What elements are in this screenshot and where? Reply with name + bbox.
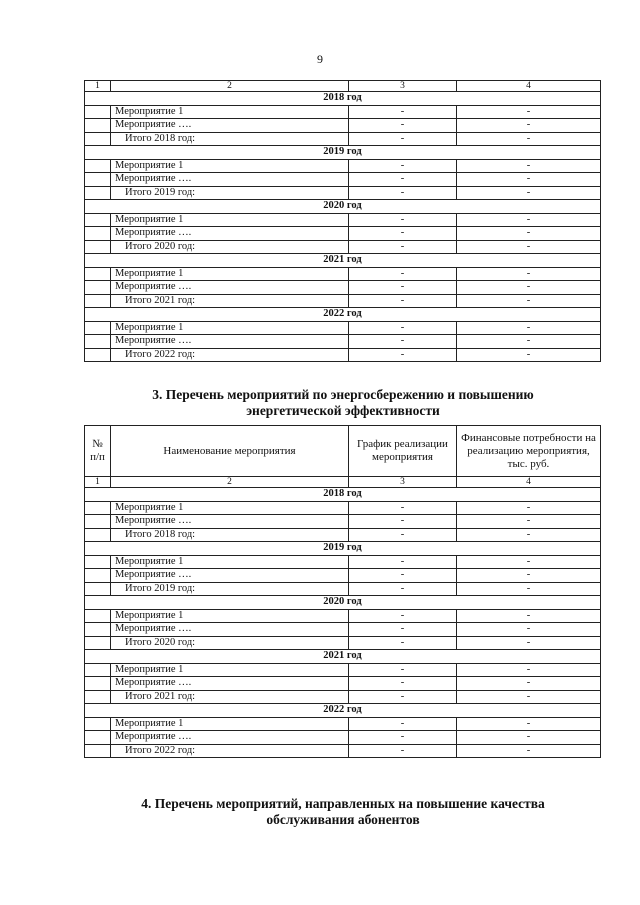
row-number [85, 173, 111, 187]
year-label: 2021 год [85, 650, 601, 664]
activity-name: Мероприятие …. [111, 227, 349, 241]
column-number: 4 [457, 81, 601, 92]
activity-name: Мероприятие …. [111, 335, 349, 349]
finance-value: - [457, 555, 601, 569]
section-4-title [60, 796, 626, 828]
schedule-value: - [349, 582, 457, 596]
section-title-line: 4. Перечень мероприятий, направленных на повышение качества [141, 796, 545, 811]
activity-name: Итого 2018 год: [111, 528, 349, 542]
activity-name: Итого 2022 год: [111, 348, 349, 362]
activity-name: Итого 2019 год: [111, 582, 349, 596]
finance-value: - [457, 321, 601, 335]
finance-value: - [457, 348, 601, 362]
schedule-value: - [349, 321, 457, 335]
column-number: 2 [111, 477, 349, 488]
table-row [85, 663, 601, 677]
header-name: Наименование мероприятия [111, 426, 349, 477]
schedule-value: - [349, 717, 457, 731]
finance-value: - [457, 105, 601, 119]
finance-value: - [457, 744, 601, 758]
table-row [85, 267, 601, 281]
table-row [85, 636, 601, 650]
table-row [85, 717, 601, 731]
table-row [85, 501, 601, 515]
schedule-value: - [349, 569, 457, 583]
column-number: 1 [85, 81, 111, 92]
finance-value: - [457, 186, 601, 200]
activity-name: Мероприятие 1 [111, 555, 349, 569]
header-finance: Финансовые потребности на реализацию мероприятия, тыс. руб. [457, 426, 601, 477]
row-number [85, 132, 111, 146]
year-label: 2022 год [85, 704, 601, 718]
finance-value: - [457, 119, 601, 133]
row-number [85, 281, 111, 295]
header-number: № п/п [85, 426, 111, 477]
table-row [85, 132, 601, 146]
finance-value: - [457, 582, 601, 596]
schedule-value: - [349, 335, 457, 349]
finance-value: - [457, 132, 601, 146]
column-number: 1 [85, 477, 111, 488]
activity-name: Мероприятие 1 [111, 501, 349, 515]
finance-value: - [457, 240, 601, 254]
page-number: 9 [317, 52, 323, 66]
row-number [85, 528, 111, 542]
activity-name: Мероприятие …. [111, 569, 349, 583]
row-number [85, 555, 111, 569]
header-schedule: График реализации мероприятия [349, 426, 457, 477]
schedule-value: - [349, 663, 457, 677]
table-row [85, 281, 601, 295]
row-number [85, 731, 111, 745]
column-number: 2 [111, 81, 349, 92]
activity-name: Мероприятие 1 [111, 663, 349, 677]
activity-name: Итого 2019 год: [111, 186, 349, 200]
row-number [85, 213, 111, 227]
row-number [85, 105, 111, 119]
section-title-line: энергетической эффективности [246, 403, 440, 418]
year-label: 2019 год [85, 542, 601, 556]
schedule-value: - [349, 515, 457, 529]
schedule-value: - [349, 119, 457, 133]
table-row [85, 321, 601, 335]
activity-name: Итого 2021 год: [111, 690, 349, 704]
row-number [85, 119, 111, 133]
finance-value: - [457, 173, 601, 187]
activity-name: Мероприятие …. [111, 731, 349, 745]
table-row [85, 294, 601, 308]
finance-value: - [457, 731, 601, 745]
table-row [85, 623, 601, 637]
row-number [85, 501, 111, 515]
row-number [85, 321, 111, 335]
finance-value: - [457, 609, 601, 623]
table-row [85, 348, 601, 362]
year-label: 2021 год [85, 254, 601, 268]
row-number [85, 515, 111, 529]
activity-name: Мероприятие …. [111, 515, 349, 529]
activity-name: Мероприятие …. [111, 281, 349, 295]
schedule-value: - [349, 690, 457, 704]
schedule-value: - [349, 555, 457, 569]
table-row [85, 690, 601, 704]
year-label: 2018 год [85, 488, 601, 502]
activity-name: Итого 2021 год: [111, 294, 349, 308]
year-header-row [85, 596, 601, 610]
table-row [85, 186, 601, 200]
schedule-value: - [349, 240, 457, 254]
activity-name: Мероприятие 1 [111, 159, 349, 173]
row-number [85, 348, 111, 362]
finance-value: - [457, 227, 601, 241]
finance-value: - [457, 213, 601, 227]
table-row [85, 528, 601, 542]
row-number [85, 159, 111, 173]
schedule-value: - [349, 227, 457, 241]
activity-name: Мероприятие 1 [111, 267, 349, 281]
year-header-row [85, 650, 601, 664]
table-row [85, 159, 601, 173]
row-number [85, 623, 111, 637]
table-row [85, 213, 601, 227]
finance-value: - [457, 528, 601, 542]
row-number [85, 744, 111, 758]
schedule-value: - [349, 213, 457, 227]
column-number: 3 [349, 477, 457, 488]
year-header-row [85, 146, 601, 160]
table-row [85, 119, 601, 133]
finance-value: - [457, 677, 601, 691]
row-number [85, 267, 111, 281]
year-label: 2019 год [85, 146, 601, 160]
year-label: 2020 год [85, 596, 601, 610]
schedule-value: - [349, 281, 457, 295]
finance-value: - [457, 569, 601, 583]
table-row [85, 569, 601, 583]
finance-value: - [457, 623, 601, 637]
activity-name: Мероприятие 1 [111, 717, 349, 731]
schedule-value: - [349, 186, 457, 200]
row-number [85, 636, 111, 650]
table-row [85, 609, 601, 623]
table-row [85, 515, 601, 529]
table-continued [84, 80, 601, 362]
column-numbers-row [85, 81, 601, 92]
table-row [85, 677, 601, 691]
row-number [85, 335, 111, 349]
activity-name: Мероприятие …. [111, 677, 349, 691]
column-number: 3 [349, 81, 457, 92]
finance-value: - [457, 159, 601, 173]
finance-value: - [457, 294, 601, 308]
table-row [85, 227, 601, 241]
year-label: 2022 год [85, 308, 601, 322]
row-number [85, 240, 111, 254]
year-header-row [85, 254, 601, 268]
finance-value: - [457, 636, 601, 650]
year-header-row [85, 92, 601, 106]
table-body [85, 426, 601, 758]
row-number [85, 717, 111, 731]
row-number [85, 582, 111, 596]
schedule-value: - [349, 267, 457, 281]
row-number [85, 663, 111, 677]
schedule-value: - [349, 677, 457, 691]
table-row [85, 744, 601, 758]
schedule-value: - [349, 173, 457, 187]
column-numbers-row [85, 477, 601, 488]
column-number: 4 [457, 477, 601, 488]
table-row [85, 731, 601, 745]
schedule-value: - [349, 636, 457, 650]
row-number [85, 690, 111, 704]
row-number [85, 227, 111, 241]
year-header-row [85, 488, 601, 502]
activity-name: Итого 2020 год: [111, 636, 349, 650]
finance-value: - [457, 663, 601, 677]
activity-name: Мероприятие 1 [111, 609, 349, 623]
schedule-value: - [349, 528, 457, 542]
section-title-line: обслуживания абонентов [266, 812, 420, 827]
year-header-row [85, 704, 601, 718]
finance-value: - [457, 690, 601, 704]
table-body [85, 81, 601, 362]
activity-name: Мероприятие 1 [111, 321, 349, 335]
year-header-row [85, 200, 601, 214]
section-title-line: 3. Перечень мероприятий по энергосбережению и повышению [152, 387, 534, 402]
row-number [85, 609, 111, 623]
table-row [85, 582, 601, 596]
section-3-title [60, 387, 626, 419]
schedule-value: - [349, 731, 457, 745]
activity-name: Мероприятие 1 [111, 105, 349, 119]
year-label: 2020 год [85, 200, 601, 214]
finance-value: - [457, 335, 601, 349]
activity-name: Мероприятие …. [111, 119, 349, 133]
row-number [85, 186, 111, 200]
row-number [85, 677, 111, 691]
table-row [85, 555, 601, 569]
finance-value: - [457, 717, 601, 731]
table-row [85, 240, 601, 254]
finance-value: - [457, 501, 601, 515]
schedule-value: - [349, 501, 457, 515]
schedule-value: - [349, 348, 457, 362]
finance-value: - [457, 281, 601, 295]
year-header-row [85, 308, 601, 322]
schedule-value: - [349, 609, 457, 623]
table-row [85, 335, 601, 349]
schedule-value: - [349, 623, 457, 637]
schedule-value: - [349, 132, 457, 146]
schedule-value: - [349, 159, 457, 173]
table-header-row [85, 426, 601, 477]
activity-name: Итого 2018 год: [111, 132, 349, 146]
row-number [85, 294, 111, 308]
activity-name: Мероприятие 1 [111, 213, 349, 227]
year-header-row [85, 542, 601, 556]
row-number [85, 569, 111, 583]
schedule-value: - [349, 105, 457, 119]
table-row [85, 105, 601, 119]
schedule-value: - [349, 294, 457, 308]
finance-value: - [457, 515, 601, 529]
activity-name: Итого 2020 год: [111, 240, 349, 254]
finance-value: - [457, 267, 601, 281]
year-label: 2018 год [85, 92, 601, 106]
activity-name: Итого 2022 год: [111, 744, 349, 758]
table-row [85, 173, 601, 187]
activity-name: Мероприятие …. [111, 623, 349, 637]
activity-name: Мероприятие …. [111, 173, 349, 187]
energy-saving-table [84, 425, 601, 758]
schedule-value: - [349, 744, 457, 758]
